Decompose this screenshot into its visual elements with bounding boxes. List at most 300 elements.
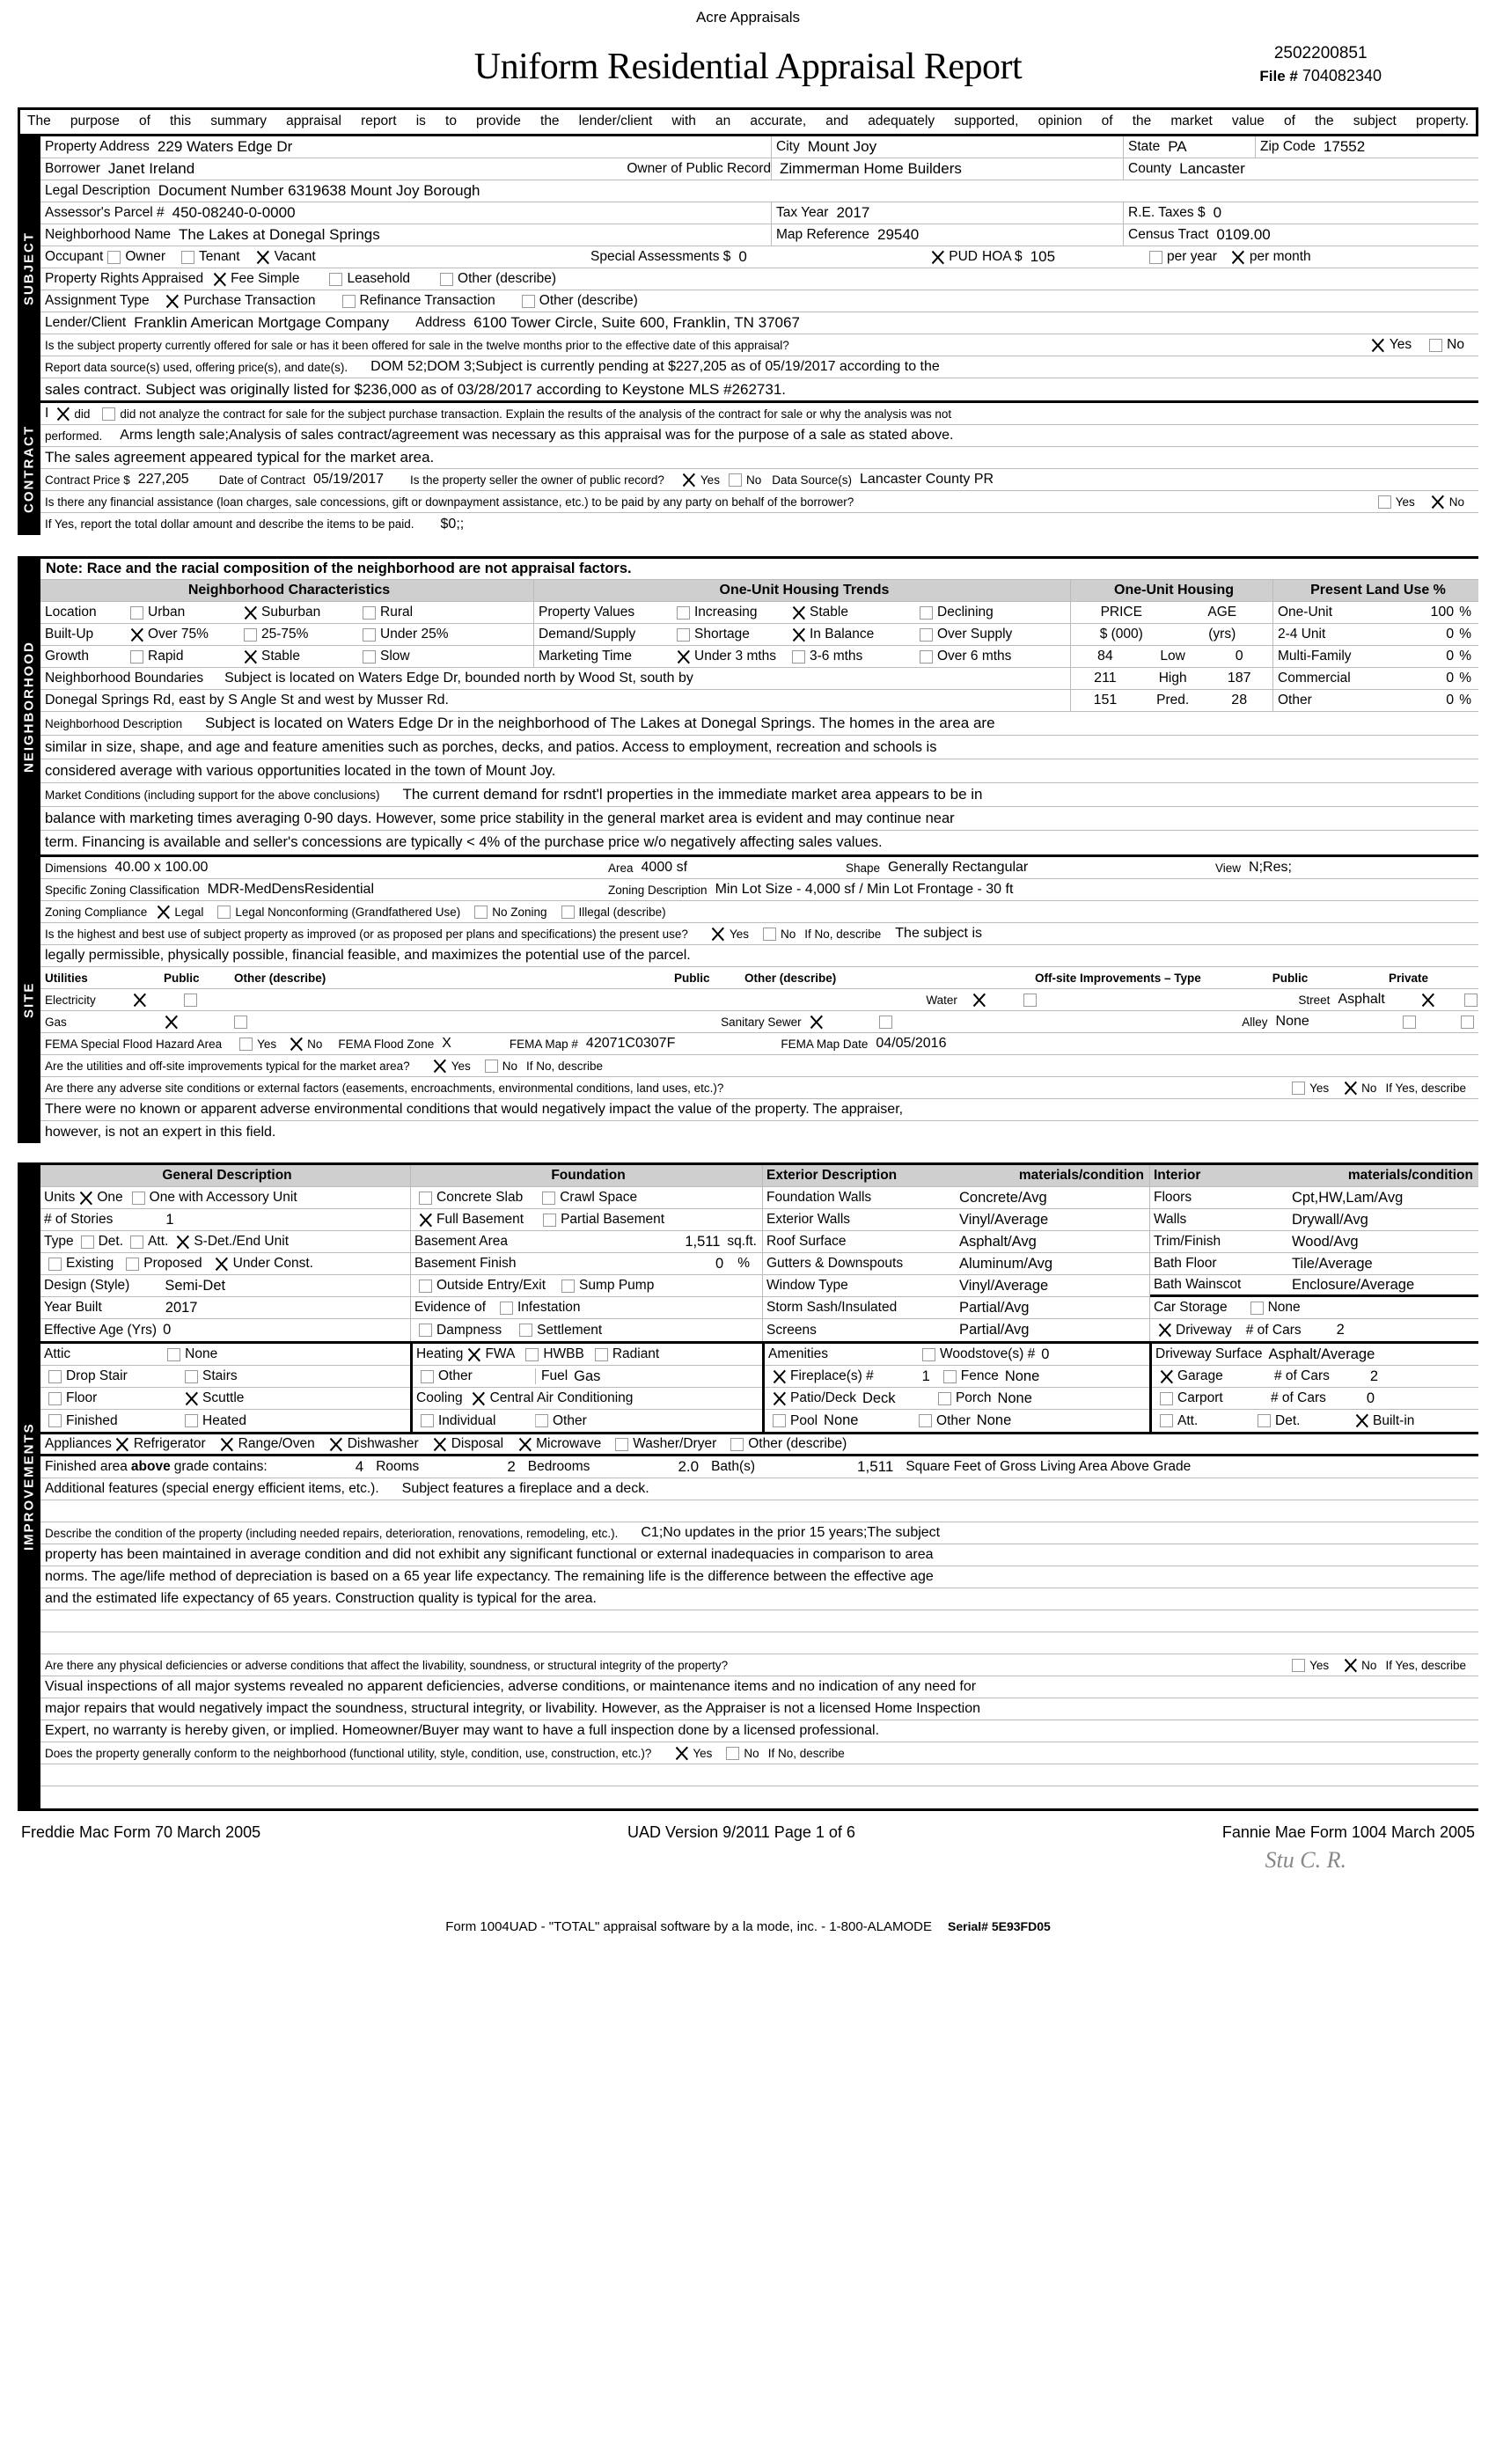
contract-analysis-text[interactable]: Arms length sale;Analysis of sales contract/agreement was necessary as this appraisal was for the purpose of a sale as stated above. xyxy=(120,428,954,443)
landuse-one-unit-pct[interactable]: 100 xyxy=(1430,605,1455,620)
conform-ifno-label: If No, describe xyxy=(767,1746,845,1760)
property-address-value[interactable]: 229 Waters Edge Dr xyxy=(157,138,293,155)
exterior-row xyxy=(763,1275,1149,1297)
hdr-public-2: Public xyxy=(674,971,710,985)
checkbox-partial-basement[interactable] xyxy=(543,1214,556,1227)
checkbox-growth-slow[interactable] xyxy=(363,650,376,664)
checkbox-microwave-checked[interactable] xyxy=(517,1437,532,1452)
neighborhood-boundaries-line1[interactable]: Subject is located on Waters Edge Dr, bounded north by Wood St, south by xyxy=(224,671,693,686)
zip-value[interactable]: 17552 xyxy=(1323,138,1366,155)
checkbox-existing[interactable] xyxy=(48,1258,62,1271)
census-tract-value[interactable]: 0109.00 xyxy=(1216,226,1271,243)
condition-line3[interactable]: norms. The age/life method of depreciation is based on a 65 year life expectancy. The remaining life is the difference between the effective age xyxy=(45,1569,934,1584)
offered-no-label: No xyxy=(1447,337,1464,352)
seller-no-label: No xyxy=(745,473,762,487)
checkbox-demand-shortage[interactable] xyxy=(677,628,690,642)
checkbox-drop-stair[interactable] xyxy=(48,1370,62,1383)
amenity-other-value[interactable]: None xyxy=(976,1412,1012,1428)
market-conditions-row3[interactable]: term. Financing is available and seller's concessions are typically < 4% of the purchase price w/o negatively affecting sales values. xyxy=(45,834,883,850)
improvements-grid-2 xyxy=(40,1344,1478,1434)
checkbox-mktime-over6[interactable] xyxy=(920,650,933,664)
car-storage-none-label: None xyxy=(1267,1300,1301,1315)
carport-cars-label: # of Cars xyxy=(1271,1390,1326,1405)
table-row xyxy=(40,224,1478,246)
checkbox-fireplace-chec Fenced[interactable] xyxy=(772,1369,787,1384)
checkbox-offered-yes-checked[interactable] xyxy=(1371,338,1386,353)
exterior-value-5[interactable]: Partial/Avg xyxy=(959,1299,1030,1316)
checkbox-purchase-transaction-checked[interactable] xyxy=(165,294,180,309)
highest-best-use-value[interactable]: The subject is xyxy=(895,926,982,941)
landuse-other-pct[interactable]: 0 xyxy=(1446,693,1455,708)
alley-value[interactable]: None xyxy=(1275,1014,1309,1029)
table-row xyxy=(40,690,1478,712)
stories-value[interactable]: 1 xyxy=(165,1211,174,1228)
checkbox-conform-no[interactable] xyxy=(726,1747,739,1760)
deficiency-line2-row xyxy=(40,1698,1478,1720)
fireplace-label: Fireplace(s) # xyxy=(790,1368,874,1383)
lender-address-label: Address xyxy=(415,315,466,330)
checkbox-radiant[interactable] xyxy=(595,1348,608,1361)
neighborhood-description-row2[interactable]: similar in size, shape, and age and feature amenities such as porches, decks, and patios. Access to employment, recreation and schools is xyxy=(40,736,1478,759)
conform-question-row xyxy=(40,1742,1478,1764)
checkbox-garage-builtin-checked[interactable] xyxy=(1354,1413,1369,1428)
neighborhood-name-value[interactable]: The Lakes at Donegal Springs xyxy=(179,226,380,243)
checkbox-growth-rapid[interactable] xyxy=(130,650,143,664)
hoa-value[interactable]: 105 xyxy=(1030,248,1056,265)
checkbox-attic-floor[interactable] xyxy=(48,1392,62,1405)
data-source-value[interactable]: Lancaster County PR xyxy=(860,472,994,487)
sales-agreement-text[interactable]: The sales agreement appeared typical for the market area. xyxy=(45,449,435,466)
demand-inbalance-label: In Balance xyxy=(810,627,875,642)
age-low-value[interactable]: 0 xyxy=(1235,649,1243,664)
effective-age-value[interactable]: 0 xyxy=(163,1322,172,1338)
checkbox-did-not-analyze[interactable] xyxy=(102,407,115,421)
checkbox-adverse-no-checked[interactable] xyxy=(1343,1081,1358,1096)
checkbox-values-stable-checked[interactable] xyxy=(791,605,806,620)
hoa-label: HOA $ xyxy=(982,249,1023,264)
market-conditions-row2[interactable]: balance with marketing times averaging 0-90 days. However, some price stability in the general market area is evident and may continue near xyxy=(40,807,1478,831)
partial-basement-label: Partial Basement xyxy=(561,1212,665,1227)
checkbox-alley-private[interactable] xyxy=(1461,1016,1474,1029)
checkbox-gas-public-checked[interactable] xyxy=(165,1015,180,1030)
year-built-value[interactable]: 2017 xyxy=(165,1299,198,1316)
table-row xyxy=(40,923,1478,945)
checkbox-fema-yes[interactable] xyxy=(239,1038,253,1051)
street-label: Street xyxy=(1298,993,1331,1007)
exterior-value-3[interactable]: Aluminum/Avg xyxy=(959,1255,1053,1272)
age-pred-value[interactable]: 28 xyxy=(1231,693,1248,708)
checkbox-builtup-under25[interactable] xyxy=(363,628,376,642)
checkbox-refrigerator-checked[interactable] xyxy=(115,1437,130,1452)
state-value[interactable]: PA xyxy=(1168,138,1187,155)
report-data-source-line1[interactable]: DOM 52;DOM 3;Subject is currently pending at $227,205 as of 05/19/2017 according to the xyxy=(370,359,940,374)
re-taxes-value[interactable]: 0 xyxy=(1213,204,1222,221)
checkbox-dampness[interactable] xyxy=(419,1324,432,1337)
woodstove-count[interactable]: 0 xyxy=(1041,1346,1050,1362)
hdr-interior-materials: materials/condition xyxy=(1347,1168,1473,1183)
fema-map-date-label: FEMA Map Date xyxy=(781,1037,869,1051)
typical-yes-label: Yes xyxy=(451,1059,471,1073)
market-conditions-line1[interactable]: The current demand for rsdnt'l properties in the immediate market area appears to be in xyxy=(402,786,983,803)
checkbox-fence[interactable] xyxy=(943,1370,957,1383)
values-stable-label: Stable xyxy=(810,605,848,620)
checkbox-sewer-other[interactable] xyxy=(879,1016,892,1029)
checkbox-range-oven-checked[interactable] xyxy=(220,1437,235,1452)
interior-value-0[interactable]: Cpt,HW,Lam/Avg xyxy=(1292,1189,1404,1206)
checkbox-concrete-slab[interactable] xyxy=(419,1192,432,1205)
checkbox-outside-entry[interactable] xyxy=(419,1280,432,1293)
checkbox-car-storage-none[interactable] xyxy=(1250,1302,1264,1315)
deficiency-line1[interactable]: Visual inspections of all major systems revealed no apparent deficiencies, adverse conditions, or maintenance items and no indication of any need for xyxy=(45,1679,977,1694)
baths-label: Bath(s) xyxy=(711,1459,756,1474)
attic-floor-label: Floor xyxy=(66,1390,98,1405)
software-line xyxy=(18,1919,1478,1934)
condition-line2[interactable]: property has been maintained in average condition and did not exhibit any significant functional or external inadequacies in comparison to area xyxy=(45,1547,934,1562)
checkbox-seller-owner-yes-checked[interactable] xyxy=(682,473,697,488)
appliances-row xyxy=(40,1434,1478,1456)
lender-address-value[interactable]: 6100 Tower Circle, Suite 600, Franklin, TN 37067 xyxy=(473,314,800,331)
re-taxes-label: R.E. Taxes $ xyxy=(1128,205,1206,220)
checkbox-occupant-owner[interactable] xyxy=(107,251,121,264)
neighborhood-boundaries-line2[interactable]: Donegal Springs Rd, east by S Angle St and west by Musser Rd. xyxy=(45,693,449,708)
checkbox-sewer-public-checked[interactable] xyxy=(810,1015,825,1030)
finished-heated-row xyxy=(40,1410,410,1432)
infestation-label: Infestation xyxy=(517,1300,581,1315)
table-row xyxy=(40,1077,1478,1099)
checkbox-typical-no[interactable] xyxy=(485,1060,498,1073)
file-number: 704082340 xyxy=(1302,66,1382,84)
area-value[interactable]: 4000 sf xyxy=(641,860,688,875)
checkbox-pud-checked[interactable] xyxy=(930,250,945,265)
baths-value[interactable]: 2.0 xyxy=(678,1458,700,1475)
borrower-value[interactable]: Janet Ireland xyxy=(107,160,195,177)
landuse-one-unit-sym: % xyxy=(1459,605,1471,620)
neighborhood-description-row3[interactable]: considered average with various opportunities located in the town of Mount Joy. xyxy=(40,759,1478,783)
if-yes-amount-value[interactable]: $0;; xyxy=(440,516,465,532)
checkbox-occupant-vacant-checked[interactable] xyxy=(256,250,271,265)
checkbox-alley-public[interactable] xyxy=(1403,1016,1416,1029)
interior-row xyxy=(1150,1253,1478,1275)
price-high-value[interactable]: 211 xyxy=(1094,671,1117,686)
checkbox-hwbb[interactable] xyxy=(525,1348,539,1361)
checkbox-assistance-no-checked[interactable] xyxy=(1431,495,1446,510)
improvements-tab: IMPROVEMENTS xyxy=(18,1165,40,1808)
checkbox-infestation[interactable] xyxy=(500,1302,513,1315)
deficiency-question-row xyxy=(40,1654,1478,1676)
price-low-value[interactable]: 84 xyxy=(1097,649,1113,664)
landuse-multifamily-pct[interactable]: 0 xyxy=(1446,649,1455,664)
adverse-site-question: Are there any adverse site conditions or external factors (easements, encroachments, environmental conditions, land uses, etc.)? xyxy=(45,1081,724,1095)
checkbox-garage-det[interactable] xyxy=(1258,1414,1271,1427)
checkbox-deficiency-yes[interactable] xyxy=(1292,1659,1305,1672)
checkbox-builtup-over75-checked[interactable] xyxy=(129,627,144,642)
heating-column xyxy=(410,1344,762,1432)
hdr-public-3: Public xyxy=(1272,971,1309,985)
exterior-value-4[interactable]: Vinyl/Average xyxy=(959,1277,1049,1294)
interior-value-2[interactable]: Wood/Avg xyxy=(1292,1233,1359,1250)
exterior-value-1[interactable]: Vinyl/Average xyxy=(959,1211,1049,1228)
checkbox-zoning-legal-checked[interactable] xyxy=(156,905,171,920)
view-value[interactable]: N;Res; xyxy=(1249,860,1292,875)
checkbox-conform-yes-checked[interactable] xyxy=(674,1746,689,1761)
checkbox-under-const-checked[interactable] xyxy=(215,1257,230,1272)
checkbox-refinance-transaction[interactable] xyxy=(342,295,356,308)
price-header: PRICE xyxy=(1100,605,1142,620)
gla-value[interactable]: 1,511 xyxy=(857,1458,894,1475)
checkbox-attic-none[interactable] xyxy=(167,1348,180,1361)
adverse-line1[interactable]: There were no known or apparent adverse environmental conditions that would negatively impact the value of the property. The appraiser, xyxy=(45,1102,904,1117)
checkbox-amenity-other[interactable] xyxy=(919,1414,932,1427)
checkbox-heating-other[interactable] xyxy=(421,1370,434,1383)
disposal-label: Disposal xyxy=(451,1436,504,1451)
zoning-classification-value[interactable]: MDR-MedDensResidential xyxy=(207,882,374,897)
fuel-value[interactable]: Gas xyxy=(574,1368,601,1384)
hdr-public-1: Public xyxy=(164,971,200,985)
checkbox-carport[interactable] xyxy=(1160,1392,1173,1405)
checkbox-water-other[interactable] xyxy=(1023,994,1037,1007)
report-data-source-line2[interactable]: sales contract. Subject was originally listed for $236,000 as of 03/28/2017 according to Keystone MLS #262731. xyxy=(45,380,787,398)
landuse-commercial-pct[interactable]: 0 xyxy=(1446,671,1455,686)
checkbox-deficiency-no-checked[interactable] xyxy=(1343,1658,1358,1673)
units-row xyxy=(40,1187,410,1209)
checkbox-garage-att[interactable] xyxy=(1160,1414,1173,1427)
checkbox-type-sdet-checked[interactable] xyxy=(175,1235,190,1250)
checkbox-values-declining[interactable] xyxy=(920,606,933,620)
checkbox-water-public-checked[interactable] xyxy=(972,993,987,1008)
deficiency-line2[interactable]: major repairs that would negatively impact the soundness, structural integrity, or livability. However, as the Appraiser is not a licensed Home Inspection xyxy=(45,1701,981,1716)
checkbox-assignment-other[interactable] xyxy=(522,295,535,308)
additional-features-value[interactable]: Subject features a fireplace and a deck. xyxy=(401,1481,649,1496)
checkbox-electricity-other[interactable] xyxy=(184,994,197,1007)
checkbox-porch[interactable] xyxy=(938,1392,951,1405)
form-footer xyxy=(18,1823,1478,1842)
parcel-value[interactable]: 450-08240-0-0000 xyxy=(172,204,296,221)
checkbox-crawl-space[interactable] xyxy=(542,1192,555,1205)
garage-cars-value[interactable]: 2 xyxy=(1369,1368,1379,1384)
special-assessments-value[interactable]: 0 xyxy=(738,248,747,265)
checkbox-zoning-illegal[interactable] xyxy=(561,906,575,919)
map-reference-value[interactable]: 29540 xyxy=(876,226,920,243)
price-pred-value[interactable]: 151 xyxy=(1093,693,1118,708)
checkbox-location-rural[interactable] xyxy=(363,606,376,620)
bedrooms-value[interactable]: 2 xyxy=(507,1458,516,1475)
exterior-value-6[interactable]: Partial/Avg xyxy=(959,1322,1030,1338)
checkbox-mktime-under3-checked[interactable] xyxy=(676,649,691,664)
landuse-2-4-unit-pct[interactable]: 0 xyxy=(1446,627,1455,642)
carport-cars-value[interactable]: 0 xyxy=(1366,1390,1375,1406)
highest-ifno-label: If No, describe xyxy=(804,927,882,941)
did-label: did xyxy=(74,407,91,421)
checkbox-woodstove[interactable] xyxy=(922,1348,935,1361)
legal-description-value[interactable]: Document Number 6319638 Mount Joy Borough xyxy=(158,182,480,199)
table-row xyxy=(40,1011,1478,1033)
checkbox-assistance-yes[interactable] xyxy=(1378,495,1391,509)
checkbox-rights-other[interactable] xyxy=(440,273,453,286)
units-accessory-label: One with Accessory Unit xyxy=(149,1190,297,1205)
checkbox-sump-pump[interactable] xyxy=(561,1280,575,1293)
checkbox-seller-owner-no[interactable] xyxy=(729,473,742,487)
checkbox-central-air-checked[interactable] xyxy=(472,1391,487,1406)
fema-map-value[interactable]: 42071C0307F xyxy=(585,1036,676,1051)
checkbox-street-private[interactable] xyxy=(1464,994,1478,1007)
rooms-value[interactable]: 4 xyxy=(355,1458,364,1475)
date-of-contract-value[interactable]: 05/19/2017 xyxy=(312,472,385,487)
checkbox-electricity-public-checked[interactable] xyxy=(133,993,148,1008)
fireplace-count[interactable]: 1 xyxy=(921,1368,930,1384)
checkbox-attic-heated[interactable] xyxy=(185,1414,198,1427)
checkbox-dishwasher-checked[interactable] xyxy=(329,1437,344,1452)
checkbox-units-one-checked[interactable] xyxy=(78,1191,93,1206)
checkbox-appliance-other[interactable] xyxy=(730,1438,744,1451)
interior-row xyxy=(1150,1187,1478,1209)
condition-line4[interactable]: and the estimated life expectancy of 65 years. Construction quality is typical for the area. xyxy=(45,1591,597,1606)
driveway-row xyxy=(1150,1319,1478,1341)
county-value[interactable]: Lancaster xyxy=(1179,160,1245,177)
checkbox-values-increasing[interactable] xyxy=(677,606,690,620)
checkbox-gas-other[interactable] xyxy=(234,1016,247,1029)
room-count-row xyxy=(40,1456,1478,1478)
cooling-row xyxy=(413,1388,762,1410)
fema-flood-zone-value[interactable]: X xyxy=(442,1036,451,1051)
exterior-value-2[interactable]: Asphalt/Avg xyxy=(959,1233,1037,1250)
checkbox-fema-no-checked[interactable] xyxy=(289,1037,304,1052)
checkbox-patio-deck-checked[interactable] xyxy=(772,1391,787,1406)
special-assessments-label: Special Assessments $ xyxy=(590,249,731,264)
checkbox-growth-stable-checked[interactable] xyxy=(243,649,258,664)
highest-best-use-line2[interactable]: legally permissible, physically possible, financial feasible, and maximizes the potential use of the parcel. xyxy=(45,948,691,963)
checkbox-highest-no[interactable] xyxy=(763,928,776,941)
driveway-cars-value[interactable]: 2 xyxy=(1336,1322,1345,1338)
financial-assistance-question: Is there any financial assistance (loan charges, sale concessions, gift or downpayment assistance, etc.) to be paid by any party on behalf of the borrower? xyxy=(45,495,854,509)
checkbox-driveway-checked[interactable] xyxy=(1157,1323,1172,1338)
interior-value-4[interactable]: Enclosure/Average xyxy=(1292,1276,1415,1293)
checkbox-fwa-checked[interactable] xyxy=(466,1347,481,1362)
fema-map-date-value[interactable]: 04/05/2016 xyxy=(876,1036,947,1051)
deficiency-question: Are there any physical deficiencies or adverse conditions that affect the livability, soundness, or structural integrity of the property? xyxy=(45,1658,729,1672)
porch-value[interactable]: None xyxy=(997,1390,1032,1406)
checkbox-proposed[interactable] xyxy=(126,1258,139,1271)
age-high-value[interactable]: 187 xyxy=(1227,671,1251,686)
occupant-tenant-label: Tenant xyxy=(199,249,240,264)
occupant-vacant-label: Vacant xyxy=(274,249,316,264)
checkbox-street-public-checked[interactable] xyxy=(1420,993,1435,1008)
table-row xyxy=(40,158,1478,180)
checkbox-type-att[interactable] xyxy=(130,1236,143,1249)
checkbox-builtup-25-75[interactable] xyxy=(244,628,257,642)
dimensions-value[interactable]: 40.00 x 100.00 xyxy=(114,860,209,875)
washer-dryer-label: Washer/Dryer xyxy=(633,1436,717,1451)
checkbox-highest-yes-checked[interactable] xyxy=(711,927,726,942)
checkbox-zoning-nonconforming[interactable] xyxy=(217,906,231,919)
checkbox-adverse-yes[interactable] xyxy=(1292,1082,1305,1095)
checkbox-garage-checked[interactable] xyxy=(1159,1369,1174,1384)
patio-deck-value[interactable]: Deck xyxy=(862,1390,896,1406)
checkbox-cooling-other[interactable] xyxy=(535,1414,548,1427)
basement-finish-value[interactable]: 0 xyxy=(715,1255,724,1272)
lender-value[interactable]: Franklin American Mortgage Company xyxy=(134,314,390,331)
builtup-over75-label: Over 75% xyxy=(148,627,209,642)
basement-area-value[interactable]: 1,511 xyxy=(685,1233,721,1250)
garage-cars-label: # of Cars xyxy=(1274,1368,1330,1383)
dampness-settlement-row xyxy=(411,1319,762,1341)
checkbox-fee-simple-checked[interactable] xyxy=(212,272,227,287)
checkbox-hoa-per-year[interactable] xyxy=(1149,251,1162,264)
checkbox-did-analyze-checked[interactable] xyxy=(55,407,70,422)
checkbox-scuttle-checked[interactable] xyxy=(184,1391,199,1406)
checkbox-cooling-individual[interactable] xyxy=(421,1414,434,1427)
interior-value-3[interactable]: Tile/Average xyxy=(1292,1255,1373,1272)
checkbox-units-accessory[interactable] xyxy=(132,1192,145,1205)
checkbox-full-basement-checked[interactable] xyxy=(418,1213,433,1228)
market-conditions-row1 xyxy=(40,783,1478,807)
shape-label: Shape xyxy=(846,861,881,875)
street-value[interactable]: Asphalt xyxy=(1338,992,1385,1007)
neighborhood-description-line1[interactable]: Subject is located on Waters Edge Dr in the neighborhood of The Lakes at Donegal Springs. The homes in the area are xyxy=(205,715,995,731)
contract-price-value[interactable]: 227,205 xyxy=(137,472,189,487)
checkbox-demand-oversupply[interactable] xyxy=(920,628,933,642)
checkbox-demand-inbalance-checked[interactable] xyxy=(791,627,806,642)
design-value[interactable]: Semi-Det xyxy=(165,1277,226,1294)
stairs-label: Stairs xyxy=(202,1368,238,1383)
deficiency-line3[interactable]: Expert, no warranty is hereby given, or implied. Homeowner/Buyer may want to have a full inspection done by a licensed professional. xyxy=(45,1723,880,1738)
appliances-label: Appliances xyxy=(45,1436,112,1451)
car-storage-label: Car Storage xyxy=(1154,1300,1228,1315)
owner-value[interactable]: Zimmerman Home Builders xyxy=(780,160,962,177)
checkbox-attic-finished[interactable] xyxy=(48,1414,62,1427)
checkbox-disposal-checked[interactable] xyxy=(433,1437,448,1452)
exterior-row xyxy=(763,1297,1149,1319)
checkbox-pool[interactable] xyxy=(773,1414,786,1427)
price-high-tag: High xyxy=(1158,671,1187,686)
checkbox-no-zoning[interactable] xyxy=(474,906,488,919)
report-data-source-label: Report data source(s) used, offering price(s), and date(s). xyxy=(45,360,348,374)
pool-value[interactable]: None xyxy=(824,1412,859,1428)
landuse-other-sym: % xyxy=(1459,693,1471,708)
city-value[interactable]: Mount Joy xyxy=(807,138,877,155)
porch-label: Porch xyxy=(955,1390,992,1405)
exterior-value-0[interactable]: Concrete/Avg xyxy=(959,1189,1047,1206)
condition-value[interactable]: C1;No updates in the prior 15 years;The subject xyxy=(641,1525,941,1540)
slab-crawl-row xyxy=(411,1187,762,1209)
radiant-label: Radiant xyxy=(612,1346,660,1361)
shape-value[interactable]: Generally Rectangular xyxy=(888,860,1029,875)
checkbox-leasehold[interactable] xyxy=(329,273,342,286)
checkbox-mktime-3-6[interactable] xyxy=(792,650,805,664)
zoning-description-value[interactable]: Min Lot Size - 4,000 sf / Min Lot Frontage - 30 ft xyxy=(715,882,1014,897)
adverse-line2[interactable]: however, is not an expert in this field. xyxy=(45,1124,276,1140)
heating-other-label: Other xyxy=(438,1368,473,1383)
tax-year-value[interactable]: 2017 xyxy=(836,204,870,221)
pool-label: Pool xyxy=(790,1412,818,1428)
checkbox-hoa-per-month-checked[interactable] xyxy=(1231,250,1246,265)
adverse-yes-label: Yes xyxy=(1309,1081,1330,1095)
interior-value-1[interactable]: Drywall/Avg xyxy=(1292,1211,1368,1228)
checkbox-type-det[interactable] xyxy=(81,1236,94,1249)
fence-value[interactable]: None xyxy=(1004,1368,1040,1384)
checkbox-offered-no[interactable] xyxy=(1429,339,1442,352)
checkbox-stairs[interactable] xyxy=(185,1370,198,1383)
landuse-commercial-sym: % xyxy=(1459,671,1471,686)
checkbox-settlement[interactable] xyxy=(519,1324,532,1337)
checkbox-washer-dryer[interactable] xyxy=(615,1438,628,1451)
checkbox-location-urban[interactable] xyxy=(130,606,143,620)
driveway-surface-value[interactable]: Asphalt/Average xyxy=(1268,1346,1375,1362)
checkbox-location-suburban-checked[interactable] xyxy=(243,605,258,620)
checkbox-typical-yes-checked[interactable] xyxy=(433,1059,448,1074)
checkbox-occupant-tenant[interactable] xyxy=(181,251,194,264)
owner-label: Owner of Public Record xyxy=(627,161,771,176)
price-unit-label: $ (000) xyxy=(1099,627,1143,642)
